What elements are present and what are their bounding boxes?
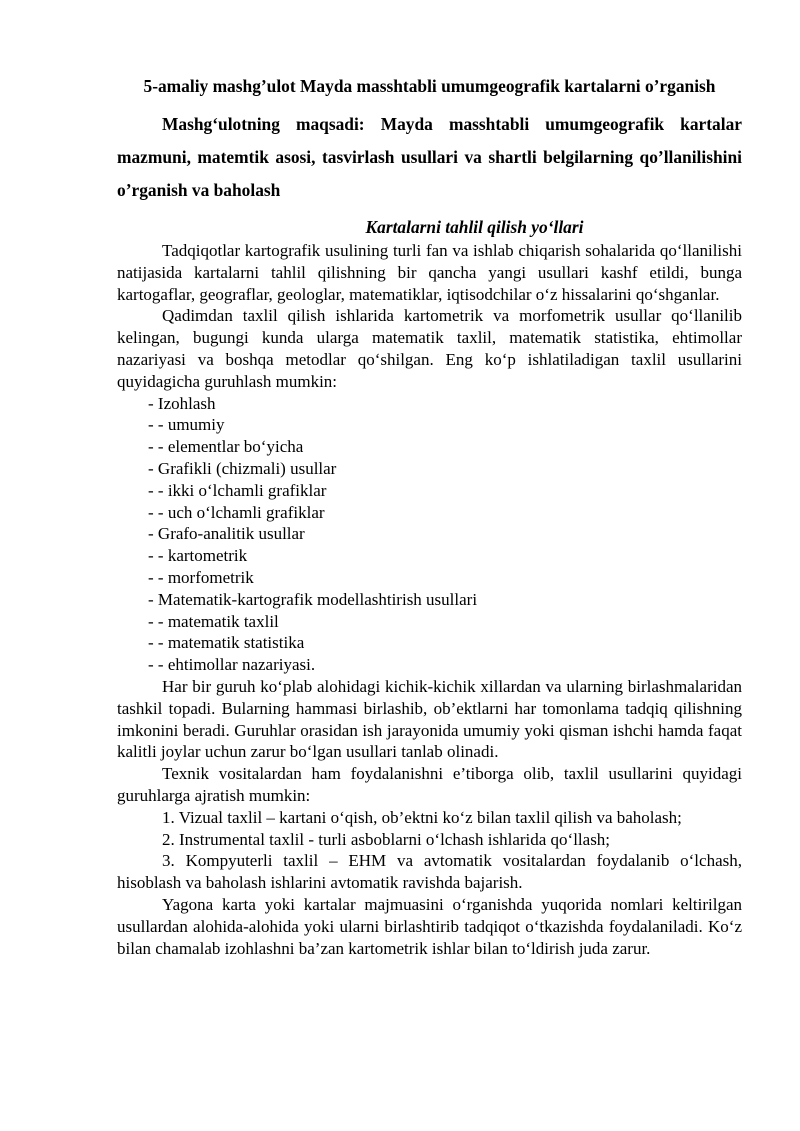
list-item: - - elementlar bo‘yicha — [148, 437, 304, 457]
numbered-item: 1. Vizual taxlil – kartani o‘qish, ob’ektni ko‘z bilan taxlil qilish va baholash; — [162, 807, 682, 827]
numbered-item: 3. Kompyuterli taxlil – EHM va avtomatik vositalardan foydalanib o‘lchash, hisoblash va baholash ishlarini avtomatik ravishda bajarish. — [117, 851, 742, 893]
list-item: - Izohlash — [148, 393, 216, 413]
list-item: - - kartometrik — [148, 546, 248, 566]
list-item: - - ikki o‘lchamli grafiklar — [148, 480, 327, 500]
list-item: - - matematik taxlil — [148, 611, 279, 631]
list-item: - Matematik-kartografik modellashtirish usullari — [148, 589, 478, 609]
numbered-item: 2. Instrumental taxlil - turli asboblarni o‘lchash ishlarida qo‘llash; — [162, 829, 611, 849]
paragraph: Tadqiqotlar kartografik usulining turli fan va ishlab chiqarish sohalarida qo‘llanilishi natijasida kartalarni tahlil qilishning bir qancha yangi usullari kashf etildi, bunga kartogaflar, geograflar, geologlar, matematiklar, iqtisodchilar o‘z hissalarini qo‘shganlar. — [117, 241, 742, 304]
methods-list — [117, 393, 742, 676]
list-item: - - umumiy — [148, 415, 225, 435]
document-title: 5-amaliy mashg’ulot Mayda masshtabli umumgeografik kartalarni o’rganish — [143, 76, 716, 96]
section-heading: Kartalarni tahlil qilish yo‘llari — [365, 217, 584, 237]
paragraph: Qadimdan taxlil qilish ishlarida kartometrik va morfometrik usullar qo‘llanilib kelingan, bugungi kunda ularga matematik taxlil, matematik statistika, ehtimollar nazariyasi va boshqa metodlar qo‘shilgan. Eng ko‘p ishlatiladigan taxlil usullarini quyidagicha guruhlash mumkin: — [117, 306, 742, 391]
paragraph: Yagona karta yoki kartalar majmuasini o‘rganishda yuqorida nomlari keltirilgan usullardan alohida-alohida yoki ularni birlashtirib tadqiqot o‘tkazishda foydalaniladi. Ko‘z bilan chamalab izohlashni ba’zan kartometrik ishlar bilan to‘ldirish juda zarur. — [117, 894, 742, 958]
list-item: - - uch o‘lchamli grafiklar — [148, 502, 325, 522]
paragraph: Texnik vositalardan ham foydalanishni e’tiborga olib, taxlil usullarini quyidagi guruhlarga ajratish mumkin: — [117, 764, 742, 805]
list-item: - Grafikli (chizmali) usullar — [148, 458, 337, 478]
paragraph: Har bir guruh ko‘plab alohidagi kichik-kichik xillardan va ularning birlashmalaridan tashkil topadi. Bularning hammasi birlashib, ob’ektlarni har tomonlama tadqiq qilishning imkonini beradi. Guruhlar orasidan ish jarayonida umumiy yoki qisman ishchi hamda faqat kalitli joylar uchun zarur bo‘lgan usullari tanlab olinadi. — [117, 676, 742, 762]
lesson-goal: Mashg‘ulotning maqsadi: Mayda masshtabli umumgeografik kartalar mazmuni, matemtik asosi, tasvirlash usullari va shartli belgilarning qo’llanilishini o’rganish va baholash — [117, 114, 742, 200]
list-item: - - morfometrik — [148, 567, 254, 587]
list-item: - Grafo-analitik usullar — [148, 524, 305, 544]
document-page — [117, 74, 742, 959]
list-item: - - ehtimollar nazariyasi. — [148, 655, 316, 675]
list-item: - - matematik statistika — [148, 633, 305, 653]
